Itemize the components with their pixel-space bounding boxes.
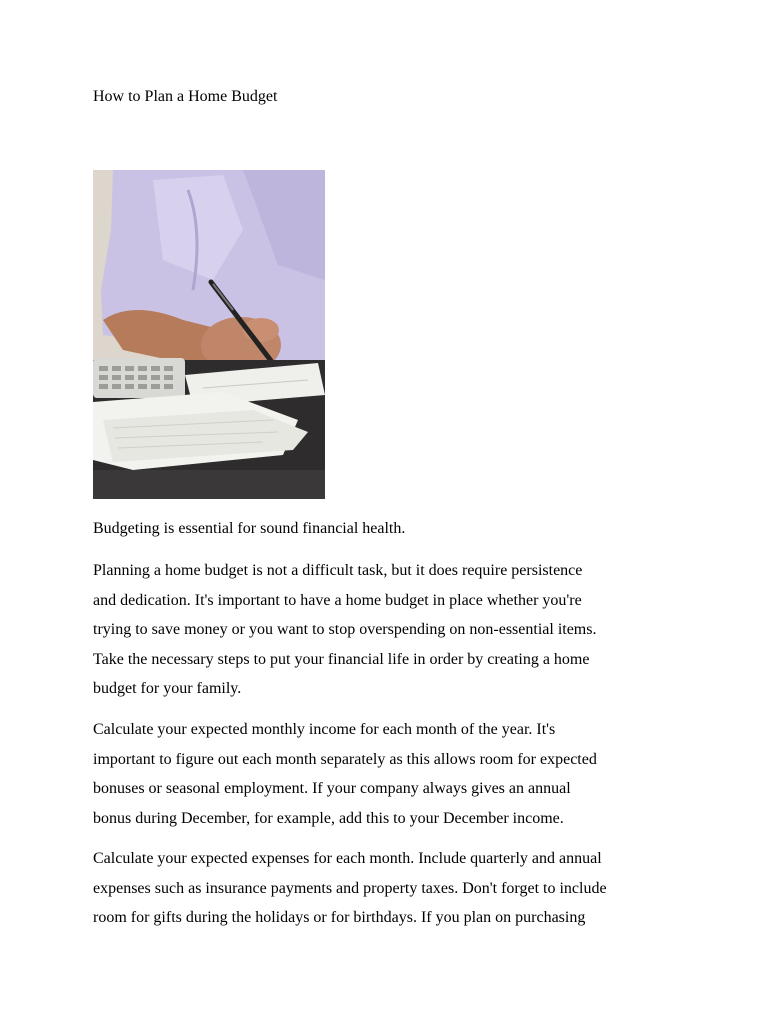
paragraph-line: bonuses or seasonal employment. If your company always gives an annual	[93, 780, 571, 797]
paragraph-expenses	[93, 844, 693, 933]
paragraph-line: Planning a home budget is not a difficult task, but it does require persistence	[93, 562, 583, 579]
paragraph-line: and dedication. It's important to have a home budget in place whether you're	[93, 591, 582, 609]
paragraph-income	[93, 715, 693, 833]
paragraph-line: budget for your family.	[93, 680, 242, 697]
paragraph-line: Calculate your expected expenses for each month. Include quarterly and annual	[93, 850, 602, 867]
paragraph-intro	[93, 556, 693, 704]
document-title: How to Plan a Home Budget	[93, 88, 278, 105]
budget-photo	[93, 170, 325, 499]
paragraph-line: room for gifts during the holidays or for birthdays. If you plan on purchasing	[93, 909, 586, 926]
paragraph-line: important to figure out each month separately as this allows room for expected	[93, 750, 597, 768]
paragraph-line: Take the necessary steps to put your financial life in order by creating a home	[93, 650, 590, 668]
paragraph-line: expenses such as insurance payments and property taxes. Don't forget to include	[93, 879, 607, 897]
paragraph-line: bonus during December, for example, add this to your December income.	[93, 809, 564, 827]
image-caption: Budgeting is essential for sound financial health.	[93, 520, 406, 537]
paragraph-line: trying to save money or you want to stop overspending on non-essential items.	[93, 621, 597, 638]
paragraph-line: Calculate your expected monthly income for each month of the year. It's	[93, 721, 556, 738]
